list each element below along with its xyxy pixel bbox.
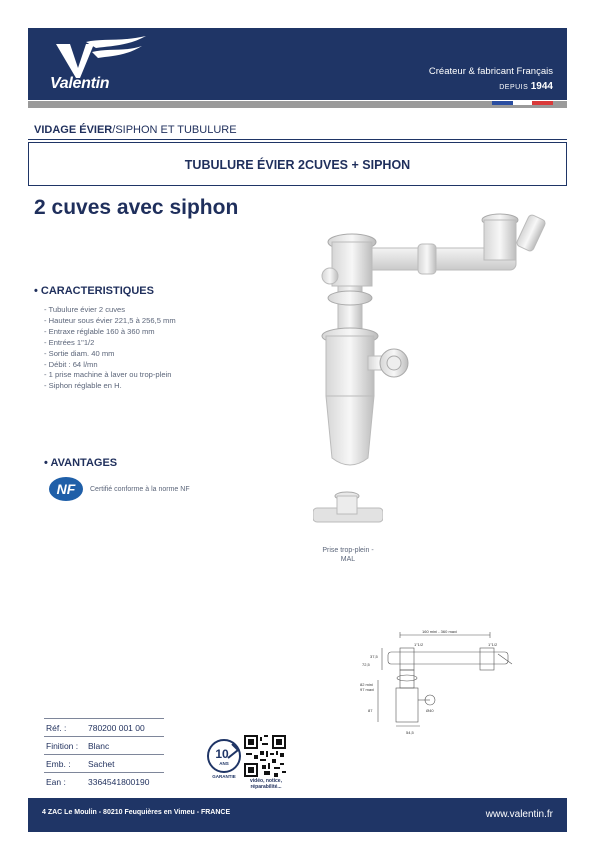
nf-certification-icon: [48, 476, 84, 502]
breadcrumb: [34, 124, 237, 136]
dim-label: 37,5: [370, 654, 378, 659]
spec-item: - Hauteur sous évier 221,5 à 256,5 mm: [44, 315, 176, 325]
dim-label: 160 mini - 360 maxi: [422, 630, 457, 634]
characteristics-list: [44, 305, 176, 392]
finish-value: Blanc: [86, 737, 164, 755]
brand-name: Valentin: [50, 75, 110, 92]
finish-label: Finition :: [44, 737, 86, 755]
qr-code-icon[interactable]: [244, 735, 286, 777]
dim-label: 54,5: [406, 730, 414, 735]
product-title-box: [28, 142, 567, 186]
dim-label: 1"1/2: [414, 642, 424, 647]
warranty-unit: ANS: [219, 761, 229, 766]
warranty-years: 10: [215, 747, 229, 761]
overflow-detail-photo: [313, 490, 383, 540]
header-banner: [28, 28, 567, 100]
footer-banner: [28, 798, 567, 832]
spec-item: - Sortie diam. 40 mm: [44, 348, 115, 358]
warranty-word: GARANTIE: [212, 774, 236, 779]
characteristics-title: • CARACTERISTIQUES: [34, 285, 154, 297]
ref-label: Réf. :: [44, 719, 86, 737]
dim-label: 87: [368, 708, 373, 713]
website-link[interactable]: www.valentin.fr: [485, 809, 553, 820]
nf-certification-text: Certifié conforme à la norme NF: [90, 486, 190, 493]
spec-item: - Débit : 64 l/mn: [44, 359, 98, 369]
flag-red-stripe: [532, 101, 553, 105]
breadcrumb-category[interactable]: VIDAGE ÉVIER: [34, 124, 113, 136]
caption-line: MAL: [340, 556, 356, 563]
dim-label: 82 mini: [360, 682, 373, 687]
table-row: [44, 755, 164, 773]
since-badge: [499, 81, 553, 92]
ean-label: Ean :: [44, 773, 86, 791]
table-row: [44, 737, 164, 755]
product-photo: [318, 208, 558, 488]
footer-address: 4 ZAC Le Moulin - 80210 Feuquières en Vimeu - FRANCE: [42, 809, 231, 816]
warranty-badge-icon: [206, 738, 242, 780]
product-title: TUBULURE ÉVIER 2CUVES + SIPHON: [184, 158, 411, 172]
page-subtitle: 2 cuves avec siphon: [34, 196, 239, 219]
spec-item: - Entraxe réglable 160 à 360 mm: [44, 326, 155, 336]
dim-label: Ø40: [426, 708, 434, 713]
since-label: DEPUIS: [499, 84, 529, 91]
dim-label: 72,5: [362, 662, 370, 667]
since-year: 1944: [530, 81, 553, 92]
dim-label: 97 maxi: [360, 687, 375, 692]
detail-caption: [308, 546, 388, 564]
breadcrumb-subcategory[interactable]: SIPHON ET TUBULURE: [115, 124, 237, 136]
spec-item: - Tubulure évier 2 cuves: [44, 305, 126, 314]
spec-item: - Siphon réglable en H.: [44, 381, 122, 391]
packaging-value: Sachet: [86, 755, 164, 773]
spec-item: - Entrées 1"1/2: [44, 337, 95, 347]
breadcrumb-separator: /: [112, 124, 116, 136]
ref-value: 780200 001 00: [86, 719, 164, 737]
flag-blue-stripe: [492, 101, 513, 105]
packaging-label: Emb. :: [44, 755, 86, 773]
dim-label: 1"1/2: [488, 642, 498, 647]
spec-item: - 1 prise machine à laver ou trop-plein: [44, 370, 172, 380]
breadcrumb-underline: [28, 139, 567, 140]
table-row: [44, 719, 164, 737]
tagline: Créateur & fabricant Français: [428, 66, 553, 77]
ean-value: 3364541800190: [86, 773, 164, 791]
table-row: [44, 773, 164, 791]
reference-table: [44, 718, 164, 790]
nf-logo-text: NF: [56, 481, 76, 497]
caption-line: Prise trop-plein -: [322, 547, 374, 554]
flag-white-stripe: [513, 101, 532, 105]
advantages-title: • AVANTAGES: [44, 457, 118, 469]
technical-drawing: [360, 630, 540, 738]
header-divider: [28, 101, 567, 108]
qr-caption: vidéo, notice, réparabilité...: [250, 778, 282, 790]
